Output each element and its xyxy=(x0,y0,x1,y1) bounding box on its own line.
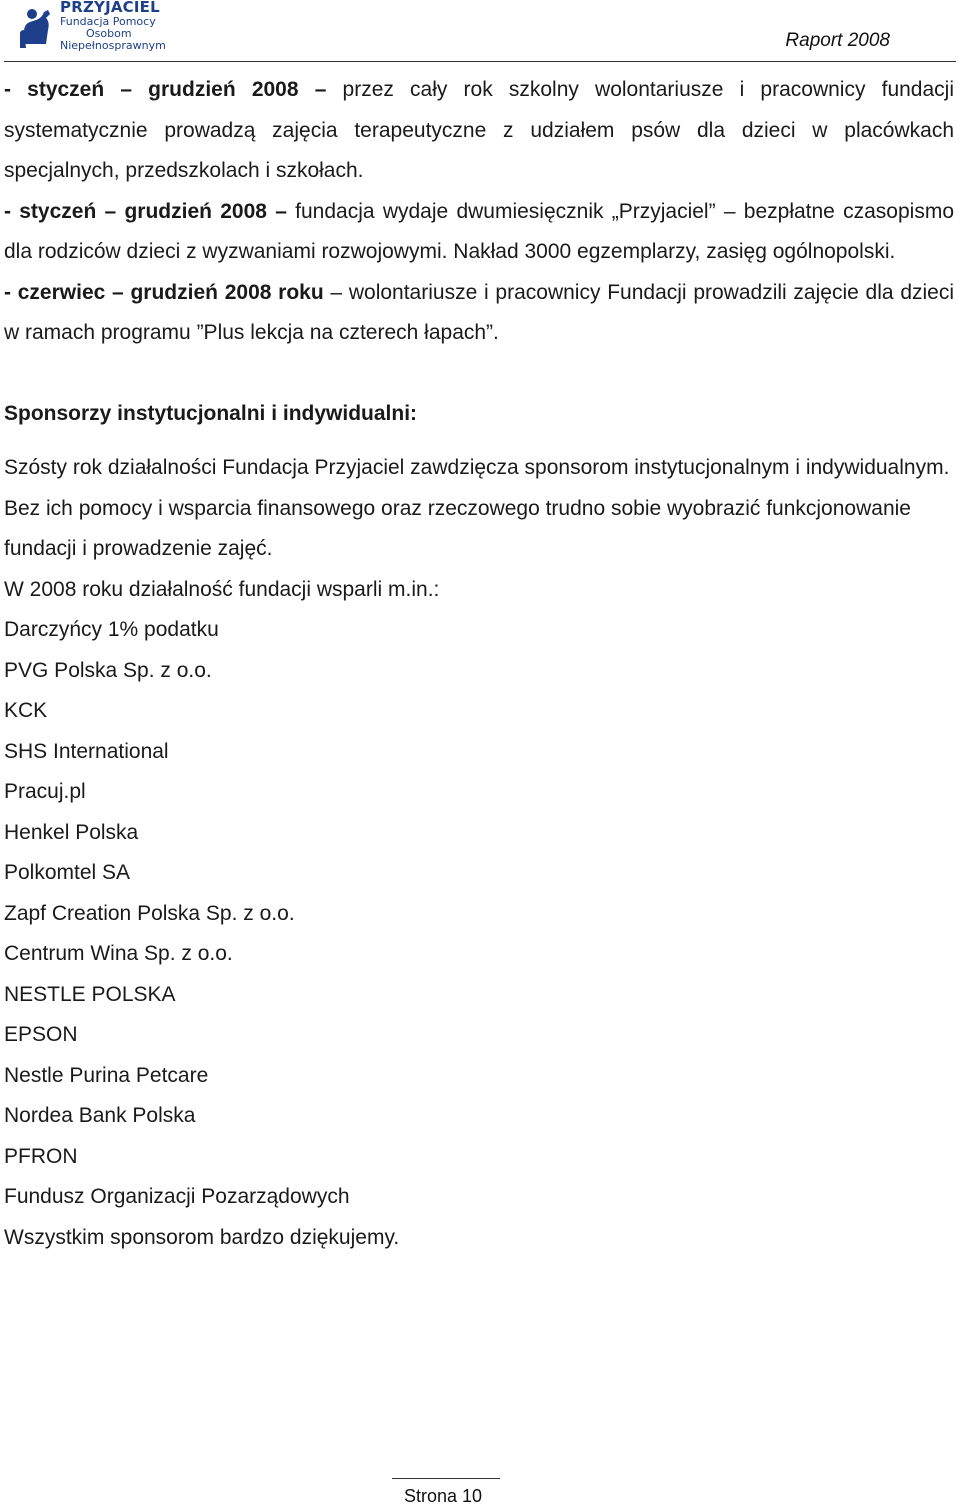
logo-line-1: Fundacja Pomocy xyxy=(60,15,156,28)
report-title: Raport 2008 xyxy=(785,30,890,51)
activity-date: - styczeń – grudzień 2008 – xyxy=(4,199,287,223)
activity-date: - styczeń – grudzień 2008 – xyxy=(4,78,327,101)
sponsor-item: Pracuj.pl xyxy=(4,780,86,803)
dog-and-child-logo-icon xyxy=(16,4,56,48)
logo-line-2: Osobom xyxy=(86,27,132,40)
sponsors-thanks: Wszystkim sponsorom bardzo dziękujemy. xyxy=(4,1225,400,1249)
activity-text: fundacja wydaje dwumiesięcznik „Przyjaciel” – bezpłatne czasopismo dla rodziców dzieci z wyzwaniami rozwojowymi. Nakład 3000 egzemplarzy, zasięg ogólnopolski. xyxy=(4,199,954,263)
activity-item xyxy=(4,273,954,354)
sponsor-item: Henkel Polska xyxy=(4,820,139,844)
sponsor-list xyxy=(4,610,954,1218)
page-number: Strona 10 xyxy=(404,1486,483,1506)
sponsor-item: KCK xyxy=(4,699,48,722)
activity-text: – wolontariusze i pracownicy Fundacji prowadzili zajęcie dla dzieci w ramach programu ”Plus lekcja na czterech łapach”. xyxy=(4,280,955,344)
sponsor-item: SHS International xyxy=(4,739,169,763)
sponsor-item: Darczyńcy 1% podatku xyxy=(4,618,219,641)
sponsors-lead: W 2008 roku działalność fundacji wsparli m.in.: xyxy=(4,577,440,601)
sponsor-item: NESTLE POLSKA xyxy=(4,982,176,1006)
sponsor-item: Centrum Wina Sp. z o.o. xyxy=(4,942,233,965)
activity-item xyxy=(4,70,954,192)
sponsor-item: Polkomtel SA xyxy=(4,861,131,884)
activity-date: - czerwiec – grudzień 2008 roku xyxy=(4,280,324,304)
sponsors-intro: Szósty rok działalności Fundacja Przyjaciel zawdzięcza sponsorom instytucjonalnym i indywidualnym. Bez ich pomocy i wsparcia finansowego oraz rzeczowego trudno sobie wyobrazić funkcjonowanie fundacji i prowadzenie zajęć. xyxy=(4,456,950,560)
logo-name: PRZYJACIEL xyxy=(60,0,160,16)
spacer xyxy=(4,354,954,394)
activity-item xyxy=(4,192,954,273)
sponsor-item: Nordea Bank Polska xyxy=(4,1104,196,1127)
foundation-logo xyxy=(16,0,166,52)
sponsor-item: Nestle Purina Petcare xyxy=(4,1063,209,1087)
sponsor-item: Fundusz Organizacji Pozarządowych xyxy=(4,1185,350,1208)
sponsor-item: EPSON xyxy=(4,1023,78,1046)
logo-line-3: Niepełnosprawnym xyxy=(60,39,166,52)
spacer xyxy=(4,434,954,448)
activity-text: przez cały rok szkolny wolontariusze i pracownicy fundacji systematycznie prowadzą zajęcia terapeutyczne z udziałem psów dla dzieci w placówkach specjalnych, przedszkolach i szkołach. xyxy=(4,78,954,182)
sponsors-heading: Sponsorzy instytucjonalni i indywidualni: xyxy=(4,401,418,425)
sponsor-item: PVG Polska Sp. z o.o. xyxy=(4,658,212,682)
sponsor-item: Zapf Creation Polska Sp. z o.o. xyxy=(4,901,295,925)
sponsor-item: PFRON xyxy=(4,1144,78,1168)
page-content xyxy=(4,70,954,1258)
footer-rule xyxy=(392,1478,500,1479)
header-rule xyxy=(4,61,956,62)
page-header xyxy=(0,0,960,64)
